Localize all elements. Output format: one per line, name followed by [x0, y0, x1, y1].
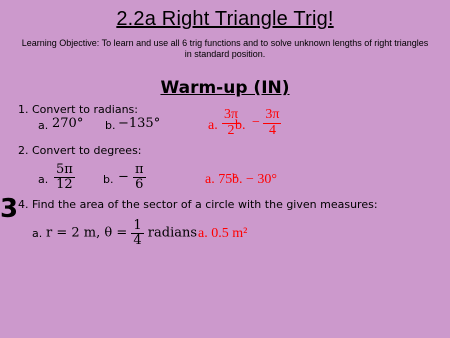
q4-a-expression: [46, 219, 197, 247]
q2-a-denominator: 12: [56, 176, 73, 192]
q2-b-denominator: 6: [135, 176, 144, 192]
q2-answer-a: a. 75°: [205, 172, 238, 187]
q1-answer-b-numerator: 3π: [265, 107, 280, 122]
q2-b-sign: −: [118, 169, 129, 185]
q4-a-label: a.: [32, 227, 43, 240]
q4-a-denominator: 4: [133, 232, 142, 248]
q1-answer-b-denominator: 4: [268, 122, 276, 138]
warmup-heading: Warm-up (IN): [160, 78, 290, 98]
q1-answer-b-label: b.: [235, 118, 246, 133]
q1-answer-a-numerator: 3π: [224, 107, 239, 122]
q2-prompt: 2. Convert to degrees:: [18, 144, 142, 157]
q2-a-label: a.: [38, 173, 49, 186]
problem-marker: 3: [0, 194, 19, 224]
q4-a-unit: radians: [147, 225, 198, 241]
q2-b-label: b.: [103, 173, 114, 186]
q2-answer-b: b. − 30°: [232, 172, 277, 187]
q4-prompt: 4. Find the area of the sector of a circle with the given measures:: [18, 198, 378, 211]
q1-b-expression: −135°: [118, 116, 161, 131]
q1-a-expression: 270°: [52, 116, 84, 131]
learning-objective: Learning Objective: To learn and use all 6 trig functions and to solve unknown lengths of right triangles in standard position.: [21, 38, 429, 59]
q1-prompt: 1. Convert to radians:: [18, 103, 138, 116]
q1-answer-a-label: a.: [208, 118, 218, 133]
q1-answer-a-denominator: 2: [227, 122, 235, 138]
q2-a-expression: [54, 163, 75, 191]
q2-b-expression: [118, 163, 146, 191]
q4-a-numerator: 1: [133, 218, 142, 233]
q4-answer: a. 0.5 m²: [198, 226, 248, 241]
q1-a-label: a.: [38, 119, 49, 132]
q4-a-expression-left: r = 2 m, θ =: [46, 225, 128, 241]
q1-answer-b-sign: −: [252, 115, 260, 131]
q2-a-numerator: 5π: [56, 162, 73, 177]
q2-b-numerator: π: [135, 162, 144, 177]
slide-title: 2.2a Right Triangle Trig!: [116, 8, 334, 30]
q1-answer-b: [252, 108, 281, 138]
q1-b-label: b.: [105, 119, 116, 132]
